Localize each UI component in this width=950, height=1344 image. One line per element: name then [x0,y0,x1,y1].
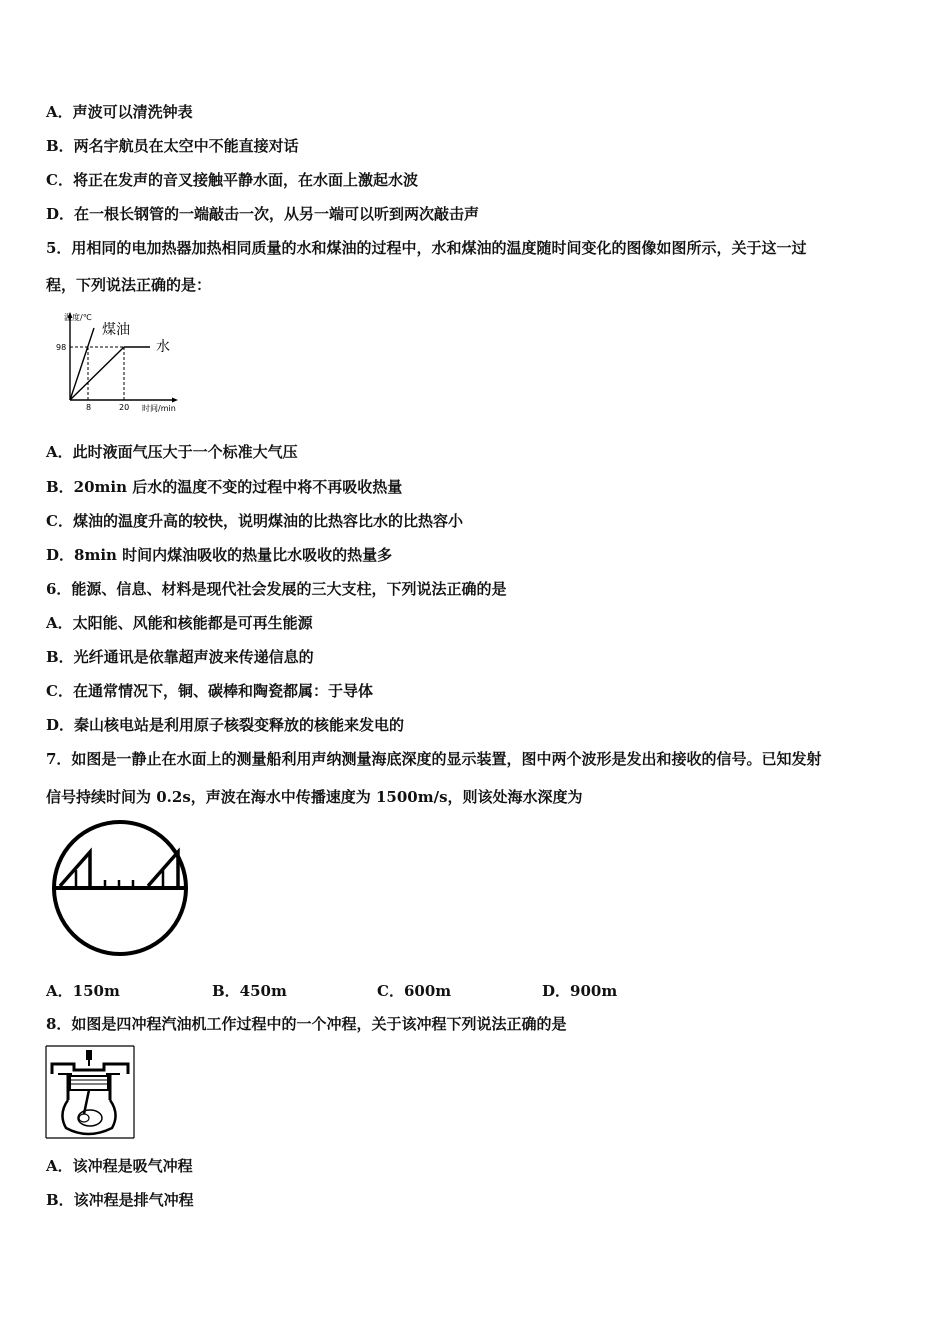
q4-option-d: D．在一根长钢管的一端敲击一次，从另一端可以听到两次敲击声 [46,205,480,223]
q7-stem-line1: 7．如图是一静止在水面上的测量船利用声纳测量海底深度的显示装置，图中两个波形是发出和接收的信号。已知发射 [46,750,822,768]
graph-xtick-8: 8 [86,403,92,412]
q6-option-d: D．秦山核电站是利用原子核裂变释放的核能来发电的 [46,716,405,734]
graph-ylabel: 温度/℃ [64,313,92,322]
temperature-time-graph [50,308,190,418]
q5-option-b: B．20min 后水的温度不变的过程中将不再吸收热量 [46,478,403,496]
sonar-display-figure [50,820,194,960]
q6-option-b: B．光纤通讯是依靠超声波来传递信息的 [46,648,314,666]
graph-ytick-98: 98 [56,343,67,352]
q4-option-c: C．将正在发声的音叉接触平静水面，在水面上激起水波 [46,171,418,189]
engine-stroke-figure [44,1044,136,1140]
q6-option-c: C．在通常情况下，铜、碳棒和陶瓷都属：于导体 [46,682,373,700]
q7-option-a: A．150m [46,982,120,1000]
q5-option-c: C．煤油的温度升高的较快，说明煤油的比热容比水的比热容小 [46,512,463,530]
graph-label-kerosene: 煤油 [102,322,130,338]
q6-stem: 6．能源、信息、材料是现代社会发展的三大支柱，下列说法正确的是 [46,580,507,598]
q7-option-d: D．900m [542,982,618,1000]
q8-option-a: A．该冲程是吸气冲程 [46,1157,193,1175]
q5-option-d: D．8min 时间内煤油吸收的热量比水吸收的热量多 [46,546,393,564]
q7-stem-line2: 信号持续时间为 0.2s，声波在海水中传播速度为 1500m/s，则该处海水深度为 [46,788,583,806]
graph-xlabel: 时间/min [142,404,176,413]
q4-option-b: B．两名宇航员在太空中不能直接对话 [46,137,299,155]
q8-option-b: B．该冲程是排气冲程 [46,1191,194,1209]
q8-stem: 8．如图是四冲程汽油机工作过程中的一个冲程，关于该冲程下列说法正确的是 [46,1015,567,1033]
q7-option-b: B．450m [212,982,287,1000]
q7-option-c: C．600m [377,982,452,1000]
q5-stem-line1: 5．用相同的电加热器加热相同质量的水和煤油的过程中，水和煤油的温度随时间变化的图像如图所示，关于这一过 [46,239,807,257]
q5-stem-line2: 程，下列说法正确的是： [46,276,212,294]
graph-xtick-20: 20 [119,403,130,412]
q4-option-a: A．声波可以清洗钟表 [46,103,193,121]
q6-option-a: A．太阳能、风能和核能都是可再生能源 [46,614,313,632]
q5-option-a: A．此时液面气压大于一个标准大气压 [46,443,298,461]
graph-label-water: 水 [156,339,170,355]
